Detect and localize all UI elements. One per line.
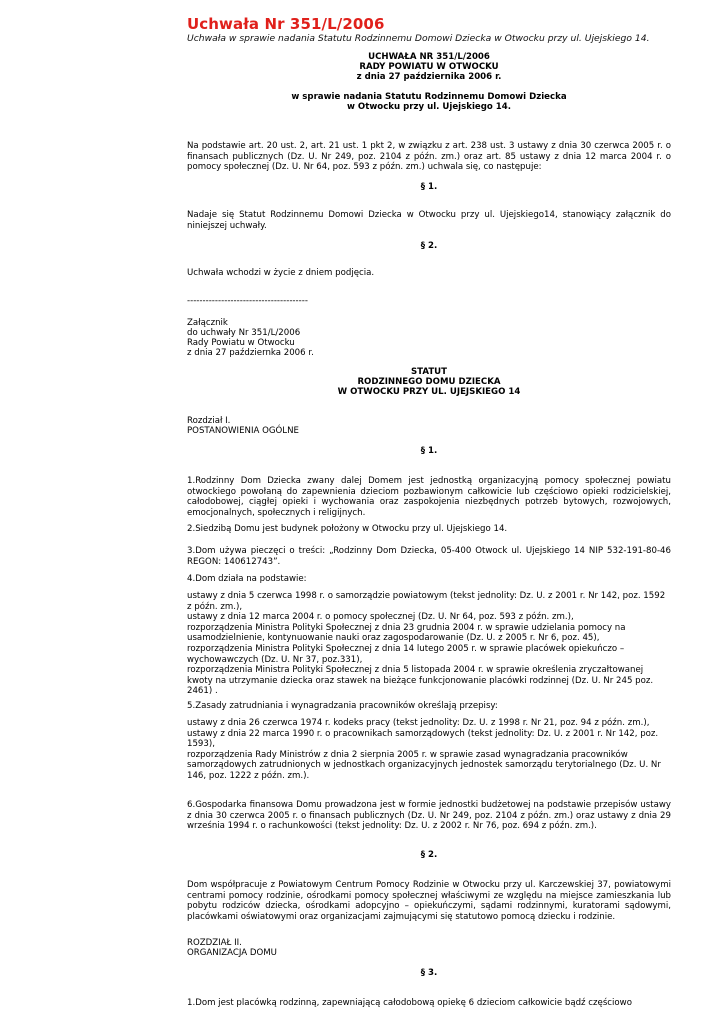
subject-line: w sprawie nadania Statutu Rodzinnemu Domowi Dziecka [291,92,567,102]
chapter-1-heading [187,416,671,436]
list-item: rozporządzenia Ministra Polityki Społecznej z dnia 5 listopada 2004 r. w sprawie określenia zryczałtowanej kwoty na utrzymanie dziecka oraz stawek na bieżące funkcjonowanie placówki rodzinnej (Dz. U. Nr 245 poz. 2461) . [187,665,654,697]
list-item: ustawy z dnia 26 czerwca 1974 r. kodeks pracy (tekst jednolity: Dz. U. z 1998 r. Nr 21, poz. 94 z późn. zm.), [187,718,650,728]
statute-section-3-text: 1.Dom jest placówką rodzinną, zapewniającą całodobową opiekę 6 dzieciom całkowicie bądź częściowo [187,998,632,1008]
attachment-line: z dnia 27 październka 2006 r. [187,348,314,358]
statute-paragraph-2: 2.Siedzibą Domu jest budynek położony w Otwocku przy ul. Ujejskiego 14. [187,524,508,534]
section-1-text: Nadaje się Statut Rodzinnemu Domowi Dziecka w Otwocku przy ul. Ujejskiego14, stanowiący załącznik do niniejszej uchwały. [187,210,671,231]
statute-title-line: STATUT [410,367,448,377]
statute-paragraph-1: 1.Rodzinny Dom Dziecka zwany dalej Domem jest jednostką organizacyjną pomocy społecznej powiatu otwockiego powołaną do zapewnienia dzieciom pozbawionym całkowicie lub częściowo opieki rodzicielskiej, całodobowej, ciągłej opieki i wychowania oraz zaspokojenia niezbędnych potrzeb bytowych, rozwojowych, emocjonalnych, społecznych i religijnych. [187,476,671,518]
separator-line: --------------------------------------- [187,296,308,306]
attachment-block [187,318,671,358]
section-1-heading: § 1. [420,182,438,192]
list-item: rozporządzenia Ministra Polityki Społecznej z dnia 14 lutego 2005 r. w sprawie placówek opiekuńczo – wychowawczych (Dz. U. Nr 37, poz.331), [187,643,625,665]
list-item: ustawy z dnia 12 marca 2004 r. o pomocy społecznej (Dz. U. Nr 64, poz. 593 z późn. zm.), [187,612,574,623]
chapter-title: ORGANIZACJA DOMU [187,948,277,958]
list-item: rozporządzenia Ministra Polityki Społecznej z dnia 23 grudnia 2004 r. w sprawie udzielania pomocy na usamodzielnienie, kontynuowanie nauki oraz zagospodarowanie (Dz. U. z 2005 r. Nr 6, poz. 45), [187,622,626,644]
chapter-2-heading [187,938,671,958]
list-item: ustawy z dnia 5 czerwca 1998 r. o samorządzie powiatowym (tekst jednolity: Dz. U. z 2001 r. Nr 142, poz. 1592 z późn. zm.), [187,591,666,612]
subject-line: w Otwocku przy ul. Ujejskiego 14. [347,102,511,112]
chapter-title: POSTANOWIENIA OGÓLNE [187,426,299,436]
heading-line: z dnia 27 października 2006 r. [356,72,502,82]
preamble: Na podstawie art. 20 ust. 2, art. 21 ust. 1 pkt 2, w związku z art. 238 ust. 3 ustawy z dnia 30 czerwca 2005 r. o finansach publicznych (Dz. U. Nr 249, poz. 2104 z późn. zm.) oraz art. 85 ustawy z dnia 12 marca 2004 r. o pomocy społecznej (Dz. U. Nr 64, poz. 593 z późn. zm.) uchwala się, co następuje: [187,141,671,173]
statute-title [187,367,671,397]
statute-section-1-heading: § 1. [420,446,438,456]
statute-paragraph-4: 4.Dom działa na podstawie: [187,574,307,584]
chapter-number: ROZDZIAŁ II. [187,938,242,948]
heading-line: UCHWAŁA NR 351/L/2006 [368,52,490,62]
statute-title-line: W OTWOCKU PRZY UL. UJEJSKIEGO 14 [337,387,521,397]
statute-title-line: RODZINNEGO DOMU DZIECKA [357,377,501,387]
page-subtitle: Uchwała w sprawie nadania Statutu Rodzinnemu Domowi Dziecka w Otwocku przy ul. Ujejskiego 14. [187,33,650,44]
resolution-heading [187,52,671,82]
statute-section-2-heading: § 2. [420,850,438,860]
chapter-number: Rozdział I. [187,416,231,426]
statute-paragraph-5: 5.Zasady zatrudniania i wynagradzania pracowników określają przepisy: [187,701,498,711]
heading-line: RADY POWIATU W OTWOCKU [359,62,499,72]
statute-paragraph-6: 6.Gospodarka finansowa Domu prowadzona jest w formie jednostki budżetowej na podstawie przepisów ustawy z dnia 30 czerwca 2005 r. o finansach publicznych (Dz. U. Nr 249, poz. 2104 z późn. zm.) oraz ustawy z dnia 29 września 1994 r. o rachunkowości (tekst jednolity: Dz. U. z 2002 r. Nr 76, poz. 694 z późn. zm.). [187,800,671,832]
statute-section-2-text: Dom współpracuje z Powiatowym Centrum Pomocy Rodzinie w Otwocku przy ul. Karczewskiej 37, powiatowymi centrami pomocy rodzinie, ośrodkami pomocy społecznej właściwymi ze względu na miejsce zamieszkania lub pobytu rodziców dziecka, ośrodkami adopcyjno – opiekuńczymi, sądami rodzinnymi, kuratorami sądowymi, placówkami oświatowymi oraz organizacjami zajmującymi się statutowo pomocą dziecku i rodzinie. [187,880,671,922]
list-item: ustawy z dnia 22 marca 1990 r. o pracownikach samorządowych (tekst jednolity: Dz. U. z 2001 r. Nr 142, poz. 1593), [187,728,659,750]
list-item: rozporządzenia Rady Ministrów z dnia 2 sierpnia 2005 r. w sprawie zasad wynagradzania pracowników samorządowych zatrudnionych w jednostkach organizacyjnych jednostek samorządu terytorialnego (Dz. U. Nr 146, poz. 1222 z późn. zm.). [187,749,661,781]
statute-section-3-heading: § 3. [420,968,438,978]
attachment-line: do uchwały Nr 351/L/2006 [187,328,301,338]
attachment-line: Załącznik [187,318,228,328]
section-2-heading: § 2. [420,241,438,251]
page-title: Uchwała Nr 351/L/2006 [187,15,385,33]
statute-paragraph-4-list [187,591,671,697]
resolution-subject [187,92,671,112]
statute-paragraph-5-list [187,718,671,782]
statute-paragraph-3: 3.Dom używa pieczęci o treści: „Rodzinny Dom Dziecka, 05-400 Otwock ul. Ujejskiego 14 NIP 532-191-80-46 REGON: 140612743”. [187,546,671,567]
section-2-text: Uchwała wchodzi w życie z dniem podjęcia. [187,268,375,278]
attachment-line: Rady Powiatu w Otwocku [187,338,295,348]
